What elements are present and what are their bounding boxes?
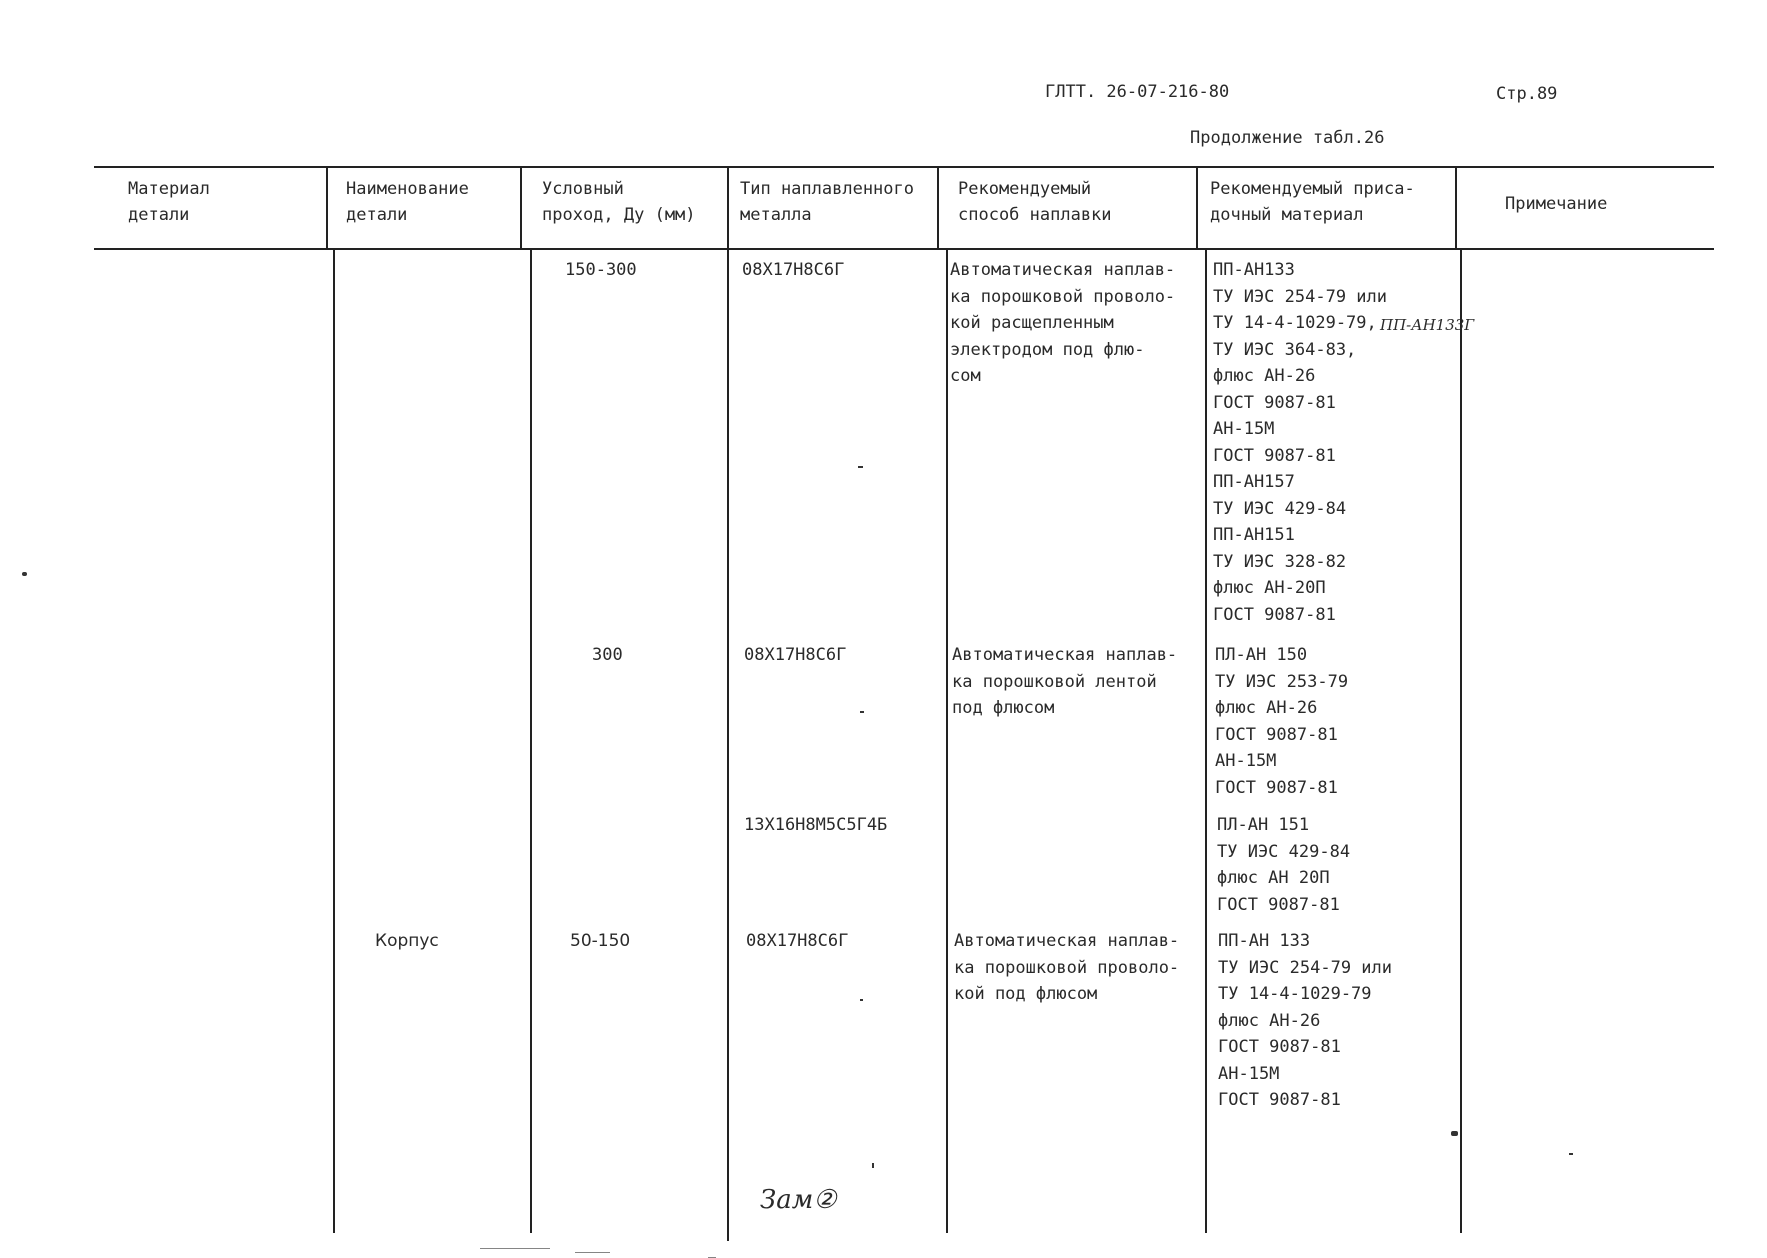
column-divider bbox=[727, 166, 729, 1241]
scan-speck bbox=[1451, 1131, 1458, 1136]
cell-metal-type: 08Х17Н8С6Г bbox=[744, 645, 847, 665]
scan-speck bbox=[575, 1252, 610, 1253]
table-top-rule bbox=[94, 166, 1714, 168]
document-code: ГЛТТ. 26-07-216-80 bbox=[1045, 82, 1230, 102]
scan-speck bbox=[1569, 1153, 1573, 1155]
cell-filler: ПЛ-АН 151 ТУ ИЭС 429-84 флюс АН 20П ГОСТ 9087-81 bbox=[1217, 815, 1351, 915]
column-divider bbox=[946, 248, 948, 1233]
scan-speck bbox=[22, 572, 27, 576]
cell-filler-handwritten-addition: ПП-АН133Г bbox=[1380, 316, 1475, 334]
column-divider bbox=[937, 166, 939, 250]
cell-nominal-bore: 300 bbox=[592, 645, 623, 665]
column-divider bbox=[1196, 166, 1198, 250]
cell-metal-type: 08Х17Н8С6Г bbox=[746, 931, 849, 951]
column-divider bbox=[530, 248, 532, 1233]
scan-speck bbox=[860, 999, 863, 1001]
scan-speck bbox=[872, 1163, 874, 1168]
cell-metal-type: 08Х17Н8С6Г bbox=[742, 260, 845, 280]
cell-nominal-bore: 50-150 bbox=[570, 931, 631, 951]
cell-filler: ПП-АН133 ТУ ИЭС 254-79 или ТУ 14-4-1029-79, ТУ ИЭС 364-83, флюс АН-26 ГОСТ 9087-81 АН-15М ГОСТ 9087-81 ПП-АН157 ТУ ИЭС 429-84 ПП-АН151 ТУ ИЭС 328-82 флюс АН-20П ГОСТ 9087-81 bbox=[1213, 260, 1387, 625]
column-header-nominal-bore: Условный проход, Ду (мм) bbox=[542, 179, 696, 225]
column-divider bbox=[326, 166, 328, 250]
page-number: Стр.89 bbox=[1496, 84, 1558, 104]
column-header-metal-type: Тип наплавленного металла bbox=[740, 179, 914, 225]
column-header-note: Примечание bbox=[1505, 194, 1608, 214]
column-header-method: Рекомендуемый способ наплавки bbox=[958, 179, 1112, 225]
column-divider bbox=[1460, 248, 1462, 1233]
table-continuation-label: Продолжение табл.26 bbox=[1190, 128, 1385, 148]
column-divider bbox=[333, 248, 335, 1233]
cell-method: Автоматическая наплав- ка порошковой лентой под флюсом bbox=[952, 645, 1178, 718]
handwritten-revision-note: Зам② bbox=[760, 1185, 837, 1215]
column-divider bbox=[1205, 248, 1207, 1233]
cell-nominal-bore: 150-300 bbox=[565, 260, 637, 280]
header-bottom-rule bbox=[94, 248, 1714, 250]
scan-speck bbox=[858, 466, 863, 468]
cell-method: Автоматическая наплав- ка порошковой проволо- кой расщепленным электродом под флю- сом bbox=[950, 260, 1176, 386]
column-header-part-name: Наименование детали bbox=[346, 179, 469, 225]
cell-method: Автоматическая наплав- ка порошковой проволо- кой под флюсом bbox=[954, 931, 1180, 1004]
column-divider bbox=[520, 166, 522, 250]
column-header-filler: Рекомендуемый приса- дочный материал bbox=[1210, 179, 1415, 225]
cell-filler: ПЛ-АН 150 ТУ ИЭС 253-79 флюс АН-26 ГОСТ 9087-81 АН-15М ГОСТ 9087-81 bbox=[1215, 645, 1349, 798]
column-divider bbox=[1455, 166, 1457, 250]
scan-speck bbox=[860, 711, 864, 713]
cell-metal-type: 13Х16Н8М5С5Г4Б bbox=[744, 815, 888, 835]
scan-speck bbox=[480, 1248, 550, 1249]
cell-part-name: Корпус bbox=[375, 931, 439, 951]
cell-filler: ПП-АН 133 ТУ ИЭС 254-79 или ТУ 14-4-1029-79 флюс АН-26 ГОСТ 9087-81 АН-15М ГОСТ 9087-81 bbox=[1218, 931, 1392, 1110]
column-header-material: Материал детали bbox=[128, 179, 210, 225]
